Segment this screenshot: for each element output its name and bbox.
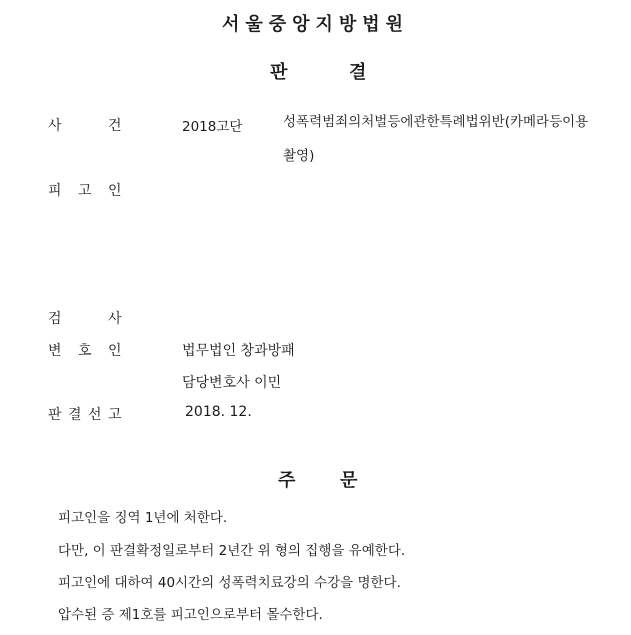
counsel-firm: 법무법인 창과방패 (182, 343, 295, 359)
counsel-attorney: 담당변호사 이민 (182, 375, 282, 391)
counsel-label-char-3: 인 (108, 343, 122, 359)
case-label-char-2: 건 (108, 118, 122, 134)
prosecutor-label-char-1: 검 (48, 311, 62, 327)
verdict-date-label-char-2: 결 (68, 407, 82, 423)
order-heading-char-1: 주 (278, 470, 296, 491)
verdict-date-label-char-3: 선 (88, 407, 102, 423)
counsel-label-char-1: 변 (48, 343, 62, 359)
order-line-3: 피고인에 대하여 40시간의 성폭력치료강의 수강을 명한다. (58, 575, 401, 591)
prosecutor-label-char-2: 사 (108, 311, 122, 327)
document-title-char-2: 결 (349, 62, 367, 83)
case-number: 2018고단 (182, 119, 243, 135)
counsel-label-char-2: 호 (78, 343, 92, 359)
case-name: 성폭력범죄의처벌등에관한특례법위반(카메라등이용촬영) (283, 114, 589, 164)
defendant-label-char-2: 고 (78, 183, 92, 199)
case-label-char-1: 사 (48, 118, 62, 134)
verdict-date: 2018. 12. (185, 404, 252, 420)
order-line-4: 압수된 증 제1호를 피고인으로부터 몰수한다. (58, 607, 323, 623)
defendant-label-char-3: 인 (108, 183, 122, 199)
document-title-char-1: 판 (270, 62, 288, 83)
defendant-label-char-1: 피 (48, 183, 62, 199)
verdict-date-label-char-4: 고 (108, 407, 122, 423)
verdict-date-label-char-1: 판 (48, 407, 62, 423)
order-line-1: 피고인을 징역 1년에 처한다. (58, 510, 228, 526)
court-name: 서울중앙지방법원 (221, 14, 410, 35)
order-line-2: 다만, 이 판결확정일로부터 2년간 위 형의 집행을 유예한다. (58, 543, 406, 559)
order-heading-char-2: 문 (340, 470, 358, 491)
